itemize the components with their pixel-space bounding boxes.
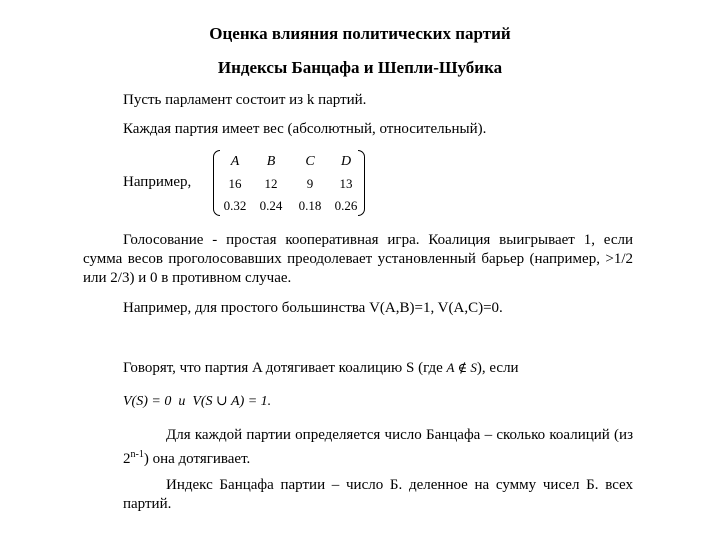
banzhaf-exponent: n-1 (130, 449, 144, 460)
paragraph-voting-game: Голосование - простая кооперативная игра. Коалиция выигрывает 1, если сумма весов проголосовавших преодолевает установленный барьер (например, >1/2 или 2/3) и 0 в противном случае. (83, 232, 633, 286)
matrix-weight-b: 12 (264, 176, 278, 191)
matrix-header-c: C (305, 154, 315, 169)
paragraph-majority-example: Например, для простого большинства V(A,B)=1, V(A,C)=0. (123, 300, 503, 316)
paragraph-weights: Каждая партия имеет вес (абсолютный, относительный). (123, 121, 487, 137)
paragraph-banzhaf-index: Индекс Банцафа партии – число Б. деленное на сумму чисел Б. всех партий. (123, 477, 633, 512)
banzhaf-text-end: ) она дотягивает. (143, 451, 251, 467)
matrix-relative-d: 0.26 (334, 198, 358, 213)
matrix-relative-a: 0.32 (223, 198, 247, 213)
pivot-text-end: ), если (476, 360, 519, 376)
matrix-weight-a: 16 (228, 176, 242, 191)
matrix-header-b: B (266, 154, 276, 169)
paragraph-parliament: Пусть парламент состоит из k партий. (123, 92, 367, 108)
matrix-header-d: D (340, 154, 352, 169)
example-label: Например, (123, 174, 192, 190)
pivot-formula: V(S) = 0 и V(S ∪ A) = 1. (123, 394, 272, 409)
matrix-relative-c: 0.18 (298, 198, 322, 213)
matrix-weight-c: 9 (306, 176, 314, 191)
matrix-relative-b: 0.24 (259, 198, 283, 213)
weights-matrix (213, 150, 365, 216)
matrix-weight-d: 13 (339, 176, 353, 191)
slide-title: Оценка влияния политических партий (209, 24, 511, 43)
pivot-math: A ∉ S (446, 360, 477, 375)
slide-subtitle: Индексы Банцафа и Шепли-Шубика (217, 58, 503, 77)
matrix-header-a: A (230, 154, 240, 169)
banzhaf-text-start: Для каждой партии определяется число Банцафа – сколько коалиций (из 2 (123, 427, 633, 467)
paragraph-banzhaf-number (123, 426, 633, 469)
paragraph-pivot-definition (123, 360, 519, 377)
pivot-text-start: Говорят, что партия A дотягивает коалицию S (где (123, 360, 447, 376)
